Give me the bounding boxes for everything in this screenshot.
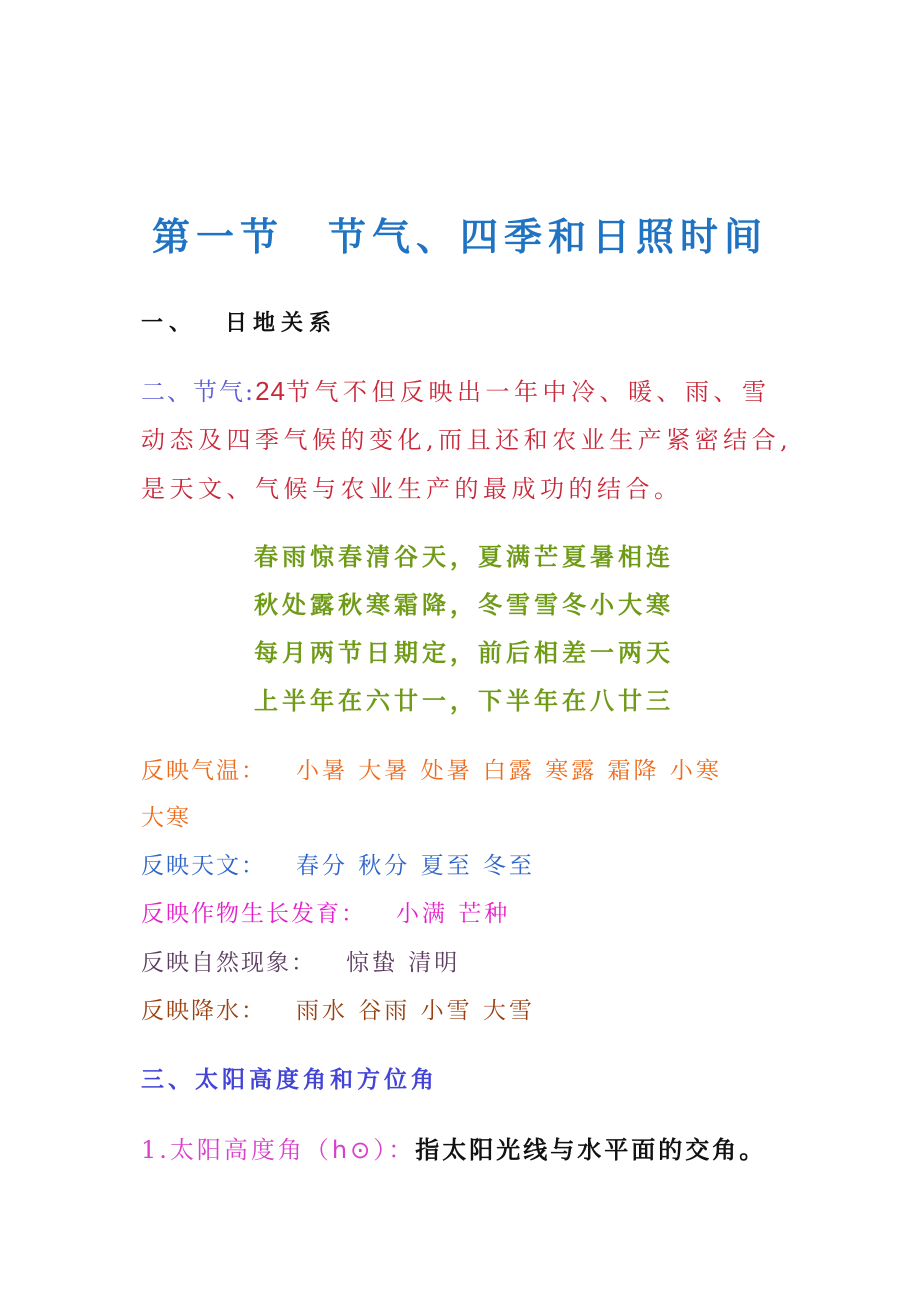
- section-heading-1: [141, 312, 337, 334]
- poem-line-4: 上半年在六廿一，下半年在八廿三: [254, 686, 674, 715]
- category-temperature-label: 反映气温：: [141, 758, 266, 784]
- poem-line-3: 每月两节日期定，前后相差一两天: [254, 638, 674, 667]
- definition-symbol: （h⊙）：: [304, 1136, 416, 1164]
- category-temperature: [141, 760, 722, 783]
- category-precipitation-label: 反映降水：: [141, 998, 266, 1024]
- category-crops-label: 反映作物生长发育：: [141, 901, 366, 927]
- section2-number: 24: [255, 376, 287, 406]
- category-crops: [141, 903, 510, 926]
- category-precipitation: [141, 1000, 535, 1023]
- category-nature-items: 惊蛰 清明: [346, 950, 461, 976]
- section2-line-2: 动态及四季气候的变化,而且还和农业生产紧密结合,: [141, 426, 793, 454]
- section2-label: 二、节气:: [141, 378, 256, 406]
- definition-solar-altitude: [141, 1135, 767, 1164]
- category-precipitation-items: 雨水 谷雨 小雪 大雪: [296, 998, 535, 1024]
- definition-term: [141, 1136, 415, 1164]
- definition-term-text: 1.太阳高度角: [141, 1136, 305, 1164]
- category-nature: [141, 952, 460, 975]
- page-title: [0, 214, 920, 259]
- category-crops-items: 小满 芒种: [396, 901, 511, 927]
- category-astronomy: [141, 855, 535, 878]
- section1-number: 一、: [141, 310, 198, 336]
- title-part2: 节气、四季和日照时间: [328, 214, 769, 259]
- section2-line-3: 是天文、气候与农业生产的最成功的结合。: [141, 475, 683, 503]
- category-astronomy-label: 反映天文：: [141, 853, 266, 879]
- category-temperature-items: 小暑 大暑 处暑 白露 寒露 霜降 小寒: [296, 758, 722, 784]
- section2-line-1: [141, 378, 771, 404]
- section-heading-3: 三、太阳高度角和方位角: [141, 1066, 438, 1093]
- category-nature-label: 反映自然现象：: [141, 950, 316, 976]
- poem-line-1: 春雨惊春清谷天，夏满芒夏暑相连: [254, 542, 674, 571]
- poem-line-2: 秋处露秋寒霜降，冬雪雪冬小大寒: [254, 590, 674, 619]
- definition-text: 指太阳光线与水平面的交角。: [415, 1135, 767, 1164]
- section2-line1-text: 节气不但反映出一年中冷、暖、雨、雪: [286, 378, 771, 406]
- category-temperature-overflow: 大寒: [141, 805, 191, 831]
- category-astronomy-items: 春分 秋分 夏至 冬至: [296, 853, 535, 879]
- section1-text: 日地关系: [225, 310, 338, 336]
- title-part1: 第一节: [151, 214, 284, 259]
